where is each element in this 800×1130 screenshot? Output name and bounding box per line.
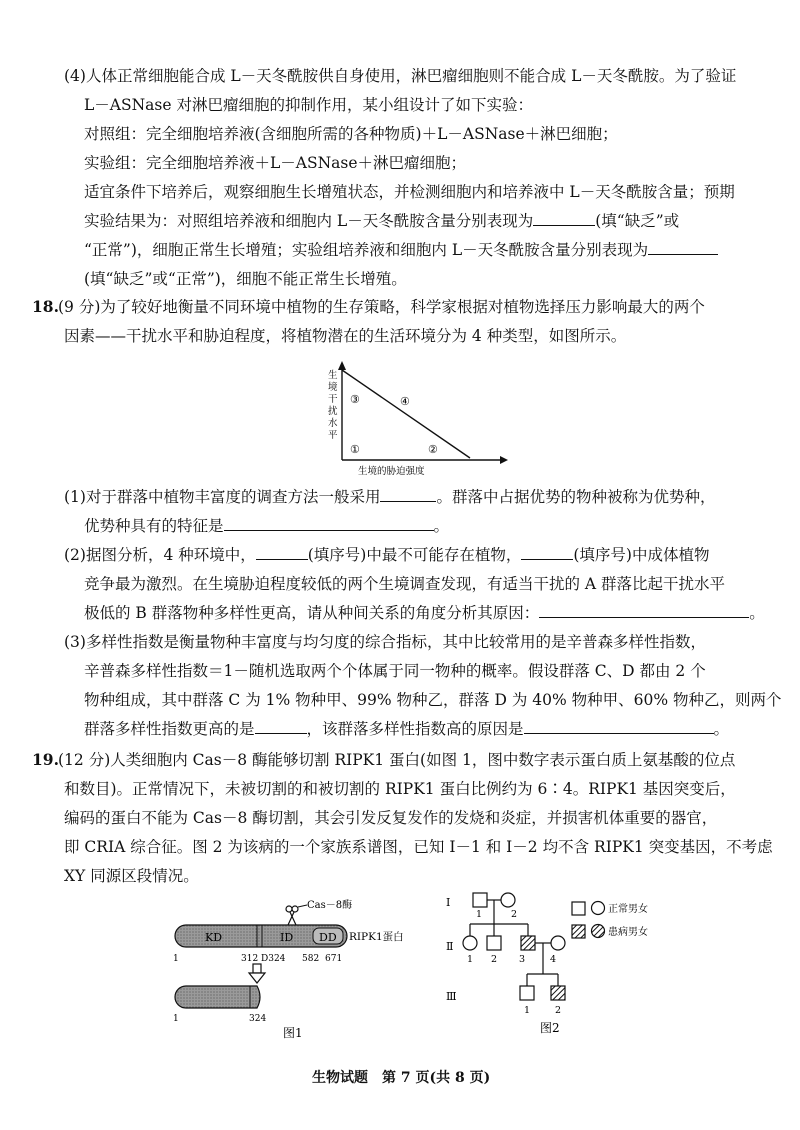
id-number: 2 — [555, 1005, 562, 1016]
q17-4-line2: L－ASNase 对淋巴瘤细胞的抑制作用，某小组设计了如下实验： — [84, 96, 533, 114]
tick-label: D324 — [261, 954, 286, 964]
id-label: ID — [280, 931, 294, 944]
q18-number: 18. — [32, 297, 59, 316]
down-arrow-icon — [249, 964, 265, 983]
tick-label: 671 — [325, 954, 343, 964]
scissors-icon — [286, 906, 298, 925]
ylabel-char: 平 — [328, 430, 338, 441]
text: (2)据图分析，4 种环境中， — [64, 546, 256, 564]
ylabel-char: 干 — [328, 394, 338, 405]
experiment-group: 实验组：完全细胞培养液＋L－ASNase＋淋巴瘤细胞； — [84, 154, 467, 172]
kd-label: KD — [205, 931, 223, 944]
tick-label: 582 — [302, 954, 320, 964]
diagonal-line — [342, 370, 470, 458]
legend-normal-male-icon — [572, 902, 585, 915]
generation-label: Ⅲ — [446, 990, 457, 1003]
q17-4-line7 — [84, 240, 718, 260]
control-group: 对照组：完全细胞培养液(含细胞所需的各种物质)＋L－ASNase＋淋巴细胞； — [84, 125, 618, 143]
legend-normal-label: 正常男女 — [608, 904, 648, 915]
text: (填序号)中最不可能存在植物， — [307, 546, 522, 564]
answer-blank[interactable] — [539, 603, 749, 618]
figure-2-caption: 图2 — [540, 1021, 560, 1035]
q17-4-line6 — [84, 211, 679, 231]
text: “正常”)，细胞正常生长增殖；实验组培养液和细胞内 L－天冬酰胺含量分别表现为 — [84, 241, 649, 259]
iii1-male — [520, 986, 534, 1000]
region-4: ④ — [400, 395, 410, 408]
y-arrow-icon — [338, 361, 346, 370]
ii1-female — [463, 936, 477, 950]
text: 群落多样性指数更高的是 — [84, 720, 255, 738]
text: 。 — [433, 517, 450, 535]
tick-label: 324 — [249, 1014, 267, 1024]
id-number: 3 — [519, 954, 526, 965]
ii3-affected-male — [521, 936, 535, 950]
xlabel: 生境的胁迫强度 — [358, 466, 425, 477]
q19-number: 19. — [32, 750, 59, 769]
id-number: 1 — [524, 1005, 531, 1016]
q18-line2: 因素——干扰水平和胁迫程度，将植物潜在的生活环境分为 4 种类型，如图所示。 — [64, 327, 627, 345]
ylabel-char: 水 — [328, 418, 338, 429]
id-number: 2 — [511, 909, 518, 920]
i2-female — [501, 893, 515, 907]
page-footer: 生物试题 第 7 页(共 8 页) — [312, 1070, 491, 1086]
legend-affected-female-icon — [592, 925, 605, 938]
answer-blank[interactable] — [256, 545, 308, 560]
q18-p2-line1 — [64, 545, 709, 565]
iii2-affected-male — [551, 986, 565, 1000]
region-1: ① — [350, 443, 360, 456]
generation-label: Ⅰ — [446, 896, 451, 909]
habitat-figure — [320, 358, 510, 478]
tick-label: 312 — [241, 954, 259, 964]
cut-fragment — [175, 986, 260, 1008]
protein-label: RIPK1蛋白 — [349, 931, 404, 943]
region-2: ② — [428, 443, 438, 456]
q19-line4: 即 CRIA 综合征。图 2 为该病的一个家族系谱图，已知 Ⅰ－1 和 Ⅰ－2 均不含 RIPK1 突变基因，不考虑 — [64, 838, 773, 856]
region-3: ③ — [350, 393, 360, 406]
text: (填序号)中成体植物 — [573, 546, 710, 564]
q19-line2: 和数目)。正常情况下，未被切割的和被切割的 RIPK1 蛋白比例约为 6∶4。RIPK1 基因突变后， — [64, 780, 736, 798]
figure-1-caption: 图1 — [283, 1026, 303, 1040]
text: 。 — [713, 720, 730, 738]
q17-4-line5: 适宜条件下培养后，观察细胞生长增殖状态，并检测细胞内和培养液中 L－天冬酰胺含量；预期 — [84, 183, 735, 201]
q19-line5: XY 同源区段情况。 — [64, 867, 199, 885]
q18-p3-line2: 辛普森多样性指数＝1－随机选取两个个体属于同一物种的概率。假设群落 C、D 都由 2 个 — [84, 662, 706, 680]
text: ，该群落多样性指数高的原因是 — [306, 720, 524, 738]
q18-p1-line2 — [84, 516, 449, 536]
id-number: 1 — [467, 954, 474, 965]
enzyme-label: Cas－8酶 — [307, 900, 353, 911]
id-number: 2 — [491, 954, 498, 965]
tick-label: 1 — [173, 1014, 179, 1024]
text: 。群落中占据优势的物种被称为优势种， — [436, 488, 716, 506]
answer-blank[interactable] — [224, 516, 434, 531]
ii4-female — [551, 936, 565, 950]
text: 。 — [749, 604, 765, 622]
q18-p2-line2: 竞争最为激烈。在生境胁迫程度较低的两个生境调查发现，有适当干扰的 A 群落比起干扰水平 — [84, 575, 726, 593]
text: 极低的 B 群落物种多样性更高，请从种间关系的角度分析其原因： — [84, 604, 540, 622]
legend-affected-label: 患病男女 — [608, 927, 648, 938]
answer-blank[interactable] — [521, 545, 573, 560]
q18-p1-line1 — [64, 487, 715, 507]
q18-p3-line3: 物种组成，其中群落 C 为 1% 物种甲、99% 物种乙，群落 D 为 40% 物种甲、60% 物种乙，则两个 — [84, 691, 782, 709]
figure-1-ripk1 — [165, 895, 425, 1045]
ylabel-char: 境 — [328, 382, 338, 393]
generation-label: Ⅱ — [446, 940, 454, 953]
ylabel-char: 生 — [328, 370, 338, 381]
text: 优势种具有的特征是 — [84, 517, 224, 535]
q18-line1: (9 分)为了较好地衡量不同环境中植物的生存策略，科学家根据对植物选择压力影响最大的两个 — [58, 298, 705, 316]
id-number: 4 — [550, 954, 557, 965]
x-arrow-icon — [500, 456, 508, 464]
q17-4-line8: (填“缺乏”或“正常”)，细胞不能正常生长增殖。 — [84, 270, 407, 288]
text: 实验结果为：对照组培养液和细胞内 L－天冬酰胺含量分别表现为 — [84, 212, 534, 230]
text: (填“缺乏”或 — [595, 212, 680, 230]
q18-p2-line3 — [84, 603, 765, 623]
tick-label: 1 — [173, 954, 179, 964]
i1-male — [473, 893, 487, 907]
q17-4-line1: (4)人体正常细胞能合成 L－天冬酰胺供自身使用，淋巴瘤细胞则不能合成 L－天冬酰胺。为了验证 — [64, 67, 737, 85]
q18-p3-line1: (3)多样性指数是衡量物种丰富度与均匀度的综合指标，其中比较常用的是辛普森多样性指数， — [64, 633, 706, 651]
answer-blank[interactable] — [524, 719, 714, 734]
answer-blank[interactable] — [255, 719, 307, 734]
q19-line3: 编码的蛋白不能为 Cas－8 酶切割，其会引发反复发作的发烧和炎症，并损害机体重要的器官， — [64, 809, 718, 827]
q19-line1: (12 分)人类细胞内 Cas－8 酶能够切割 RIPK1 蛋白(如图 1，图中数字表示蛋白质上氨基酸的位点 — [58, 751, 736, 769]
dd-label: DD — [319, 931, 337, 944]
answer-blank[interactable] — [380, 487, 436, 502]
legend-affected-male-icon — [572, 925, 585, 938]
ylabel-char: 扰 — [328, 406, 338, 417]
text: (1)对于群落中植物丰富度的调查方法一般采用 — [64, 488, 381, 506]
id-number: 1 — [476, 909, 483, 920]
enzyme-pointer — [298, 905, 307, 907]
q18-p3-line4 — [84, 719, 729, 739]
ii2-male — [487, 936, 501, 950]
answer-blank[interactable] — [533, 211, 595, 226]
legend-normal-female-icon — [592, 902, 605, 915]
figure-2-pedigree — [440, 880, 690, 1045]
answer-blank[interactable] — [648, 240, 718, 255]
